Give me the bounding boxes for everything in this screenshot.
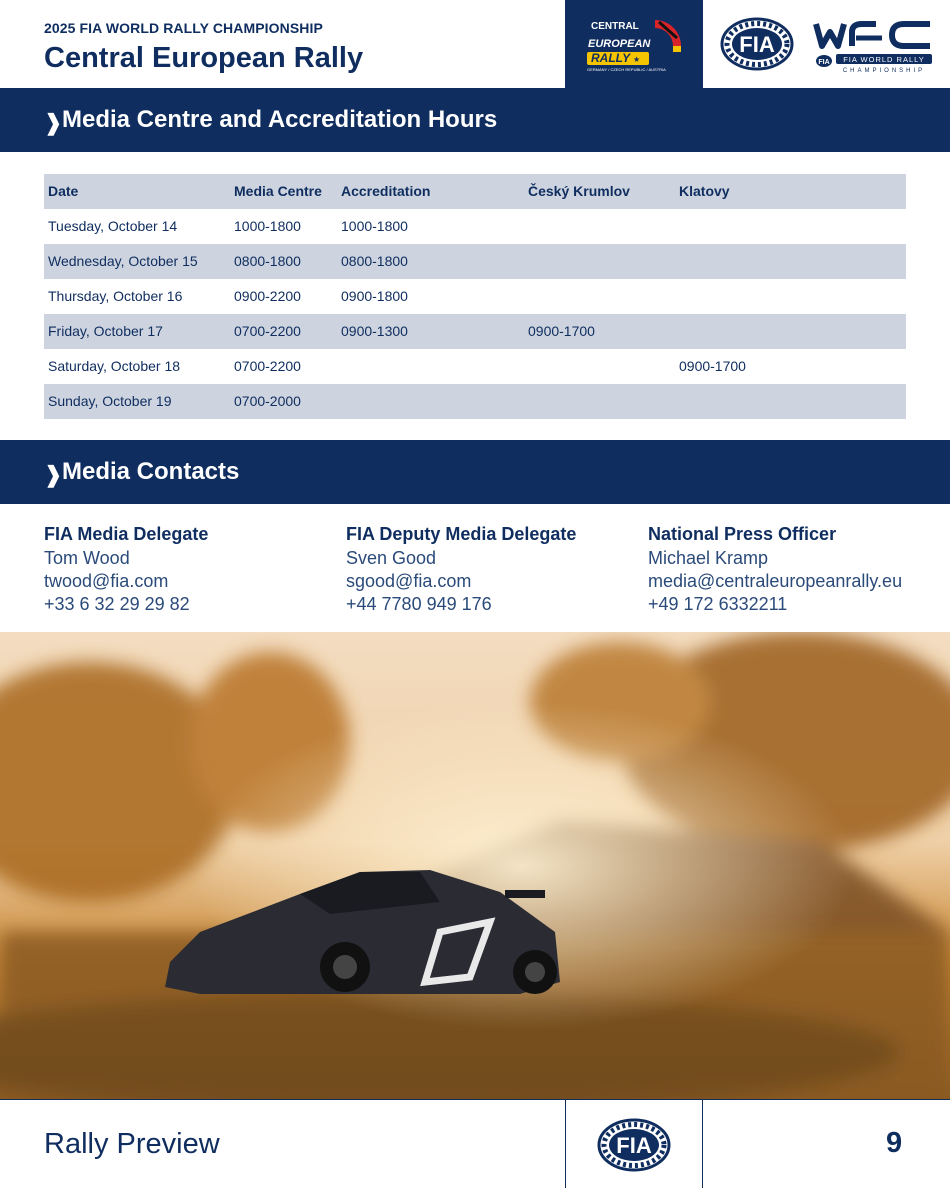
contact-email-link[interactable]: media@centraleuropeanrally.eu	[648, 571, 903, 591]
wrc-logo	[812, 14, 936, 74]
table-cell: 0900-1700	[528, 323, 595, 339]
chevron-right-icon: ❱	[44, 462, 63, 487]
table-cell: Sunday, October 19	[48, 393, 172, 409]
contact-card	[648, 524, 938, 617]
table-cell: 1000-1800	[234, 218, 301, 234]
table-header-cell: Date	[48, 183, 79, 199]
table-row	[44, 384, 906, 419]
table-row	[44, 314, 906, 349]
contact-phone: +44 7780 949 176	[346, 594, 492, 614]
svg-text:FIA: FIA	[818, 59, 830, 66]
table-cell: Tuesday, October 14	[48, 218, 178, 234]
section-bar-hours	[0, 88, 950, 152]
table-row	[44, 279, 906, 314]
table-cell: 0700-2000	[234, 393, 301, 409]
svg-text:FIA: FIA	[616, 1133, 652, 1158]
svg-text:CHAMPIONSHIP: CHAMPIONSHIP	[842, 68, 926, 74]
event-logo-panel	[565, 0, 703, 88]
section-title-hours: Media Centre and Accreditation Hours	[62, 106, 498, 133]
section-bar-contacts	[0, 440, 950, 504]
table-header-cell: Accreditation	[341, 183, 431, 199]
contact-phone: +33 6 32 29 29 82	[44, 594, 190, 614]
footer-label: Rally Preview	[44, 1128, 220, 1160]
svg-text:RALLY: RALLY	[591, 51, 631, 65]
table-cell: 0900-1300	[341, 323, 408, 339]
header-supertitle: 2025 FIA WORLD RALLY CHAMPIONSHIP	[44, 20, 323, 36]
table-cell: Saturday, October 18	[48, 358, 181, 374]
svg-text:FIA WORLD RALLY: FIA WORLD RALLY	[843, 55, 925, 64]
table-cell: Wednesday, October 15	[48, 253, 198, 269]
footer-divider	[702, 1100, 703, 1188]
chevron-right-icon: ❱	[44, 110, 63, 135]
svg-text:GERMANY / CZECH REPUBLIC / AUS: GERMANY / CZECH REPUBLIC / AUSTRIA	[587, 67, 666, 72]
contact-email-link[interactable]: sgood@fia.com	[346, 571, 472, 591]
table-cell: 0800-1800	[234, 253, 301, 269]
table-row	[44, 209, 906, 244]
table-header-cell: Media Centre	[234, 183, 322, 199]
table-cell: 0900-2200	[234, 288, 301, 304]
table-cell: 0900-1700	[679, 358, 746, 374]
contact-name: Michael Kramp	[648, 548, 769, 568]
page-number: 9	[886, 1127, 903, 1159]
table-row	[44, 244, 906, 279]
section-title-contacts: Media Contacts	[62, 458, 240, 485]
fia-logo	[720, 17, 794, 71]
contact-card	[346, 524, 636, 617]
table-row	[44, 349, 906, 384]
footer-rule	[0, 1099, 950, 1100]
central-european-rally-logo	[585, 16, 685, 72]
table-header-row	[44, 174, 906, 209]
table-cell: 0800-1800	[341, 253, 408, 269]
contact-role: FIA Deputy Media Delegate	[346, 524, 577, 544]
contact-role: FIA Media Delegate	[44, 524, 209, 544]
contact-role: National Press Officer	[648, 524, 837, 544]
contact-name: Tom Wood	[44, 548, 130, 568]
fia-logo	[597, 1118, 671, 1172]
table-header-cell: Český Krumlov	[528, 183, 630, 199]
svg-text:EUROPEAN: EUROPEAN	[588, 38, 651, 50]
table-cell: Thursday, October 16	[48, 288, 183, 304]
table-header-cell: Klatovy	[679, 183, 730, 199]
svg-text:FIA: FIA	[739, 32, 775, 57]
table-cell: 0900-1800	[341, 288, 408, 304]
table-cell: 1000-1800	[341, 218, 408, 234]
contact-email-link[interactable]: twood@fia.com	[44, 571, 169, 591]
rally-car-photo	[0, 632, 950, 1100]
hours-table	[44, 174, 906, 419]
page-title: Central European Rally	[44, 42, 364, 74]
contact-phone: +49 172 6332211	[648, 594, 788, 614]
table-cell: 0700-2200	[234, 358, 301, 374]
contact-name: Sven Good	[346, 548, 437, 568]
svg-text:★: ★	[633, 55, 641, 64]
svg-text:CENTRAL: CENTRAL	[591, 21, 639, 32]
table-cell: Friday, October 17	[48, 323, 163, 339]
contact-card	[44, 524, 334, 617]
table-cell: 0700-2200	[234, 323, 301, 339]
footer-divider	[565, 1100, 566, 1188]
